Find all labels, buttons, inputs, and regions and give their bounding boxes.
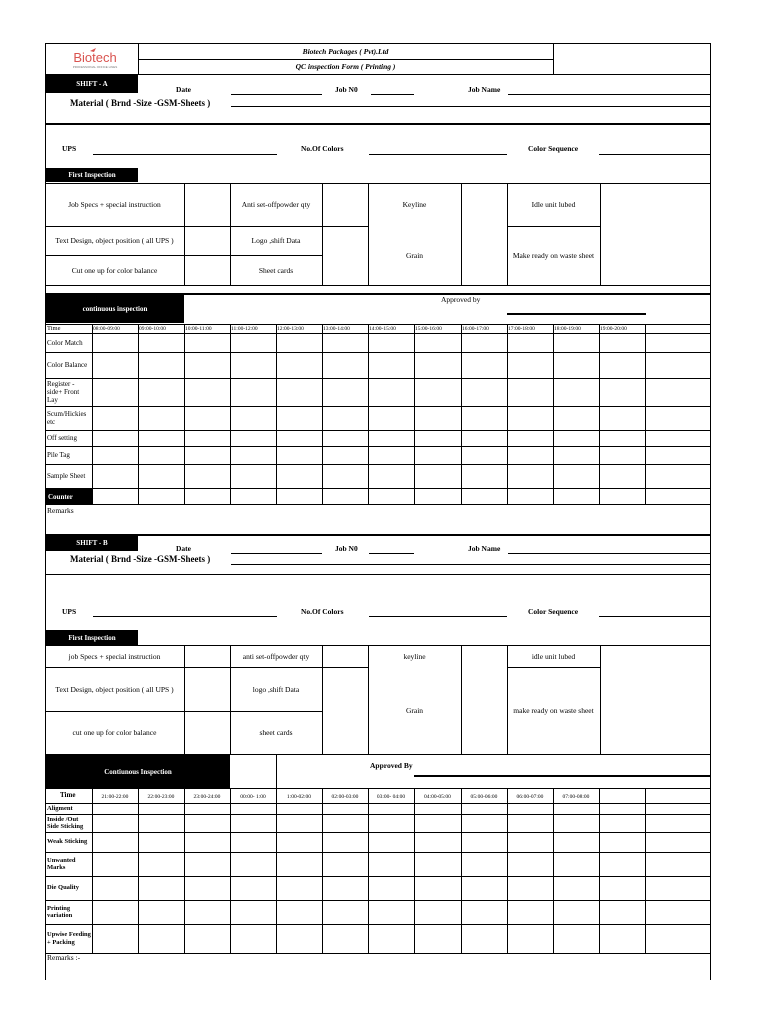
grid-a-row-line (45, 504, 710, 505)
approved-by-label-b: Approved By (370, 761, 413, 770)
time-slot-b: 03:00- 04:00 (376, 794, 406, 800)
form-title: QC inspection Form ( Printing ) (295, 62, 396, 71)
material-field-b[interactable] (231, 564, 710, 565)
colors-label: No.Of Colors (301, 144, 344, 153)
counter-label-a: Counter (46, 489, 92, 504)
grid-b-col-line (461, 788, 462, 953)
grid-b-col-line (599, 788, 600, 953)
remarks-a: Remarks (47, 506, 74, 515)
grid-a-col-line (368, 324, 369, 504)
frame-top (45, 43, 710, 44)
grid-a-col-line (184, 324, 185, 504)
grid-b-row-line (45, 953, 710, 954)
approved-by-field-b[interactable] (414, 775, 710, 777)
job-name-field-b[interactable] (508, 553, 710, 554)
time-slot-b: 22:00-23:00 (147, 794, 175, 800)
colors-field[interactable] (369, 154, 507, 155)
time-slot-b: 21:00-22:00 (101, 794, 129, 800)
sequence-field[interactable] (599, 154, 710, 155)
first-inspection-b: First Inspection (46, 630, 138, 645)
grid-b-col-line (507, 788, 508, 953)
grid-a-col-line (322, 324, 323, 504)
time-slot-a: 09:00-10:00 (139, 326, 166, 332)
grid-a-col-line (92, 324, 93, 504)
grid-a-col-line (599, 324, 600, 504)
time-slot-a: 15:00-16:00 (415, 326, 442, 332)
fi-logo-shift-b: logo ,shift Data (252, 684, 300, 694)
grid-b-col-line (92, 788, 93, 953)
shift-a-badge: SHIFT - A (46, 74, 138, 93)
job-no-label-b: Job N0 (335, 544, 358, 553)
grid-a-col-line (553, 324, 554, 504)
shift-b-badge: SHIFT - B (46, 535, 138, 551)
fi-logo-shift: Logo ,shift Data (251, 236, 301, 245)
grid-b-col-line (276, 788, 277, 953)
time-slot-b: 1:00-02:00 (286, 794, 312, 800)
fi-make-ready-b: make ready on waste sheet (513, 706, 594, 715)
grid-a-row-line (45, 333, 710, 334)
time-slot-a: 17:00-18:00 (508, 326, 535, 332)
fi-keyline-b: keyline (403, 651, 426, 661)
time-slot-a: 18:00-19:00 (554, 326, 581, 332)
first-inspection-a: First Inspection (46, 168, 138, 182)
sequence-label-b: Color Sequence (528, 607, 579, 616)
grid-b-row-line (45, 852, 710, 853)
time-slot-a: 10:00-11:00 (185, 326, 212, 332)
time-slot-b: 06:00-07:00 (516, 794, 544, 800)
time-slot-a: 12:00-13:00 (277, 326, 304, 332)
grid-b-col-line (230, 788, 231, 953)
grid-b-row-line (45, 803, 710, 804)
colors-field-b[interactable] (369, 616, 507, 617)
time-slot-b: 00:00- 1:00 (240, 794, 266, 800)
grid-a-row-line (45, 430, 710, 431)
time-label-a: Time (47, 325, 61, 332)
material-field[interactable] (231, 106, 710, 107)
row-label-b: Unwanted Marks (47, 856, 76, 871)
colors-label-b: No.Of Colors (301, 607, 344, 616)
grid-b-col-line (553, 788, 554, 953)
fi-grain-b: Grain (405, 706, 424, 715)
grid-b-col-line (368, 788, 369, 953)
time-slot-a: 13:00-14:00 (323, 326, 350, 332)
fi-text-design: Text Design, object position ( all UPS ) (55, 236, 174, 245)
svg-text:Biotech: Biotech (73, 50, 117, 65)
fi-job-specs-b: job Specs + special instruction (68, 651, 161, 661)
material-label: Material ( Brnd -Size -GSM-Sheets ) (70, 98, 211, 108)
company-name: Biotech Packages ( Pvt).Ltd (302, 47, 389, 56)
time-slot-a: 19:00-20:00 (600, 326, 627, 332)
fi-text-design-b: Text Design, object position ( all UPS ) (55, 684, 174, 694)
grid-b-row-line (45, 924, 710, 925)
row-label-a: Color Balance (47, 361, 88, 369)
fi-idle-unit: Idle unit lubed (531, 200, 576, 209)
row-label-a: Pile Tag (47, 451, 70, 459)
grid-a-col-line (461, 324, 462, 504)
fi-anti-set-b: anti set-offpowder qty (242, 651, 310, 661)
time-label-b: Time (60, 791, 76, 799)
time-slot-b: 04:00-05:00 (424, 794, 451, 800)
ups-field-b[interactable] (93, 616, 277, 617)
time-slot-a: 16:00-17:00 (462, 326, 489, 332)
row-label-b: Weak Sticking (47, 838, 88, 846)
date-label-b: Date (176, 544, 191, 553)
row-label-a: Scum/Hickies etc (47, 410, 87, 426)
time-slot-a: 08:00-09:00 (93, 326, 120, 332)
grid-a-col-line (507, 324, 508, 504)
fi-sheet-cards: Sheet cards (258, 265, 294, 275)
row-label-b: Printing variation (47, 904, 73, 919)
grid-b-row-line (45, 876, 710, 877)
grid-b-col-line (414, 788, 415, 953)
fi-keyline: Keyline (402, 200, 427, 209)
svg-text:PROFESSIONAL OFFICE LINES: PROFESSIONAL OFFICE LINES (72, 65, 118, 69)
date-field[interactable] (231, 94, 322, 95)
continuous-inspection-a: continuous inspection (46, 295, 184, 323)
grid-b-row-line (45, 814, 710, 815)
sequence-label: Color Sequence (528, 144, 579, 153)
time-slot-b: 05:00-06:00 (470, 794, 498, 800)
row-label-a: Off setting (47, 434, 78, 442)
time-slot-b: 07:00-08:00 (562, 794, 590, 800)
grid-b-row-line (45, 832, 710, 833)
fi-cut-one-b: cut one up for color balance (72, 728, 157, 737)
job-no-field-b[interactable] (369, 553, 414, 554)
fi-sheet-cards-b: sheet cards (259, 728, 293, 737)
approved-by-field[interactable] (507, 313, 646, 315)
job-no-label: Job N0 (335, 85, 358, 94)
grid-a-row-line (45, 488, 710, 489)
grid-a-col-line (230, 324, 231, 504)
job-name-field[interactable] (508, 94, 710, 95)
grid-b-col-line (645, 788, 646, 953)
grid-b-row-line (45, 900, 710, 901)
ups-label: UPS (62, 144, 77, 153)
row-label-b: Inside /Out Side Sticking (47, 815, 84, 830)
fi-make-ready: Make ready on waste sheet (512, 251, 595, 260)
job-no-field[interactable] (371, 94, 414, 95)
time-slot-b: 02:00-03:00 (331, 794, 359, 800)
row-label-a: Color Match (47, 338, 83, 347)
ups-field[interactable] (93, 154, 277, 155)
time-slot-b: 23:00-24:00 (193, 794, 221, 800)
approved-by-label: Approved by (441, 295, 481, 304)
grid-a-col-line (138, 324, 139, 504)
grid-a-col-line (645, 324, 646, 504)
frame-right (710, 43, 711, 980)
grid-b-col-line (322, 788, 323, 953)
row-label-a: Register - side+ Front Lay (47, 380, 80, 404)
ups-label-b: UPS (62, 607, 77, 616)
grid-a-col-line (414, 324, 415, 504)
grid-a-row-line (45, 378, 710, 379)
fi-idle-unit-b: idle unit lubed (531, 651, 576, 661)
fi-cut-one: Cut one up for color balance (71, 265, 158, 275)
row-label-b: Aligment (47, 804, 73, 812)
time-slot-a: 14:00-15:00 (369, 326, 396, 332)
job-name-label: Job Name (468, 85, 501, 94)
sequence-field-b[interactable] (599, 616, 710, 617)
fi-anti-set: Anti set-offpowder qty (241, 200, 311, 209)
material-label-b: Material ( Brnd -Size -GSM-Sheets ) (70, 554, 211, 564)
remarks-b: Remarks :- (47, 953, 81, 962)
biotech-logo (60, 46, 130, 70)
row-label-b: Upwise Feeding + Packing (47, 931, 91, 946)
row-label-a: Sample Sheet (47, 472, 86, 480)
row-label-b: Die Quality (47, 884, 79, 892)
time-slot-a: 11:00-12:00 (231, 326, 258, 332)
fi-grain: Grain (405, 251, 424, 260)
grid-b-col-line (184, 788, 185, 953)
date-field-b[interactable] (231, 553, 322, 554)
grid-a-row-line (45, 464, 710, 465)
grid-a-row-line (45, 446, 710, 447)
date-label: Date (176, 85, 191, 94)
job-name-label-b: Job Name (468, 544, 501, 553)
fi-job-specs: Job Specs + special instruction (68, 200, 161, 209)
grid-a-col-line (276, 324, 277, 504)
grid-a-row-line (45, 406, 710, 407)
grid-a-row-line (45, 352, 710, 353)
continuous-inspection-b: Contiunous Inspection (46, 755, 230, 788)
grid-b-col-line (138, 788, 139, 953)
